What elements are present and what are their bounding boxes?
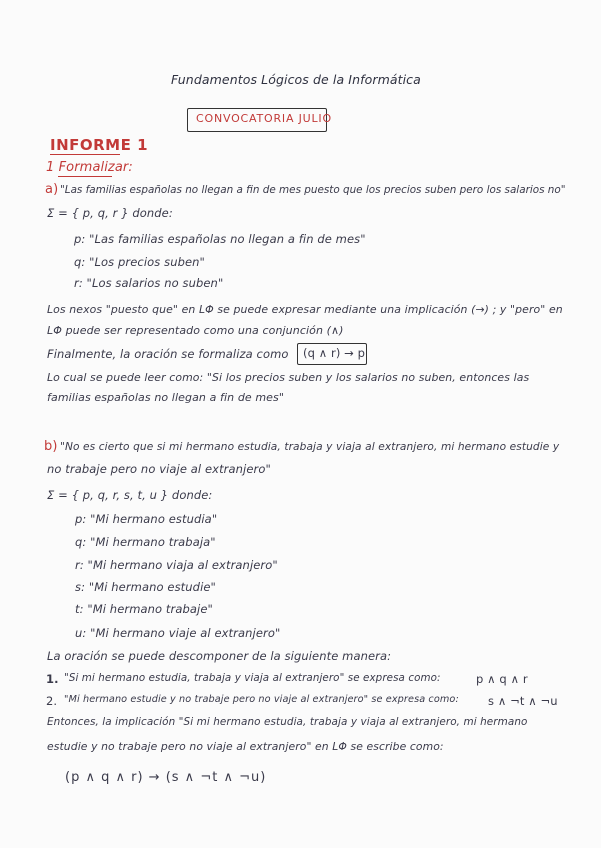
part-a-sigma: Σ = { p, q, r } donde: xyxy=(47,206,173,220)
part-a-def-r: r: "Los salarios no suben" xyxy=(74,276,224,290)
part-b-step2-formula: s ∧ ¬t ∧ ¬u xyxy=(488,694,558,708)
part-a-statement: "Las familias españolas no llegan a fin de mes puesto que los precios suben pero los salarios no" xyxy=(60,184,566,196)
part-a-paragraph-line2: LΦ puede ser representado como una conjunción (∧) xyxy=(47,324,344,337)
part-a-label: a) xyxy=(45,182,59,197)
part-b-def-p: p: "Mi hermano estudia" xyxy=(75,512,218,526)
part-a-def-p: p: "Las familias españolas no llegan a fin de mes" xyxy=(74,232,366,246)
part-a-def-q: q: "Los precios suben" xyxy=(74,255,205,269)
part-b-decompose: La oración se puede descomponer de la siguiente manera: xyxy=(47,649,392,663)
part-b-conclusion-line1: Entonces, la implicación "Si mi hermano estudia, trabaja y viaja al extranjero, mi hermano xyxy=(47,716,528,728)
part-b-conclusion-line2: estudie y no trabaje pero no viaje al extranjero" en LΦ se escribe como: xyxy=(47,740,444,753)
part-b-step1-number: 1. xyxy=(46,672,59,686)
part-a-paragraph-line1: Los nexos "puesto que" en LΦ se puede expresar mediante una implicación (→) ; y "pero" en xyxy=(47,303,563,316)
heading-underline xyxy=(50,154,120,155)
stamp-label: CONVOCATORIA JULIO xyxy=(196,112,332,125)
part-b-statement-line1: "No es cierto que si mi hermano estudia, trabaja y viaja al extranjero, mi hermano estudie y xyxy=(60,441,560,453)
part-a-formula: (q ∧ r) → p xyxy=(303,346,366,360)
part-b-step2-text: "Mi hermano estudie y no trabaje pero no viaje al extranjero" se expresa como: xyxy=(64,694,459,705)
part-b-def-q: q: "Mi hermano trabaja" xyxy=(75,535,216,549)
section-subheading: 1 Formalizar: xyxy=(46,160,133,175)
part-b-statement-line2: no trabaje pero no viaje al extranjero" xyxy=(47,462,271,476)
part-a-reading-line2: familias españolas no llegan a fin de mes" xyxy=(47,391,285,404)
part-a-final-text: Finalmente, la oración se formaliza como xyxy=(47,347,289,361)
part-b-def-u: u: "Mi hermano viaje al extranjero" xyxy=(75,626,281,640)
document-title: Fundamentos Lógicos de la Informática xyxy=(171,72,421,87)
part-b-step1-text: "Si mi hermano estudia, trabaja y viaja al extranjero" se expresa como: xyxy=(64,672,441,684)
part-b-def-r: r: "Mi hermano viaja al extranjero" xyxy=(75,558,278,572)
part-b-step1-formula: p ∧ q ∧ r xyxy=(476,672,528,686)
part-b-step2-number: 2. xyxy=(46,694,58,708)
part-b-sigma: Σ = { p, q, r, s, t, u } donde: xyxy=(47,488,213,502)
part-b-def-t: t: "Mi hermano trabaje" xyxy=(75,602,213,616)
part-b-final-formula: (p ∧ q ∧ r) → (s ∧ ¬t ∧ ¬u) xyxy=(65,770,267,785)
part-a-reading-line1: Lo cual se puede leer como: "Si los precios suben y los salarios no suben, entonces las xyxy=(47,371,530,384)
subheading-underline xyxy=(58,176,112,177)
part-b-def-s: s: "Mi hermano estudie" xyxy=(75,580,216,594)
part-b-label: b) xyxy=(44,439,58,454)
section-heading: INFORME 1 xyxy=(50,136,149,154)
